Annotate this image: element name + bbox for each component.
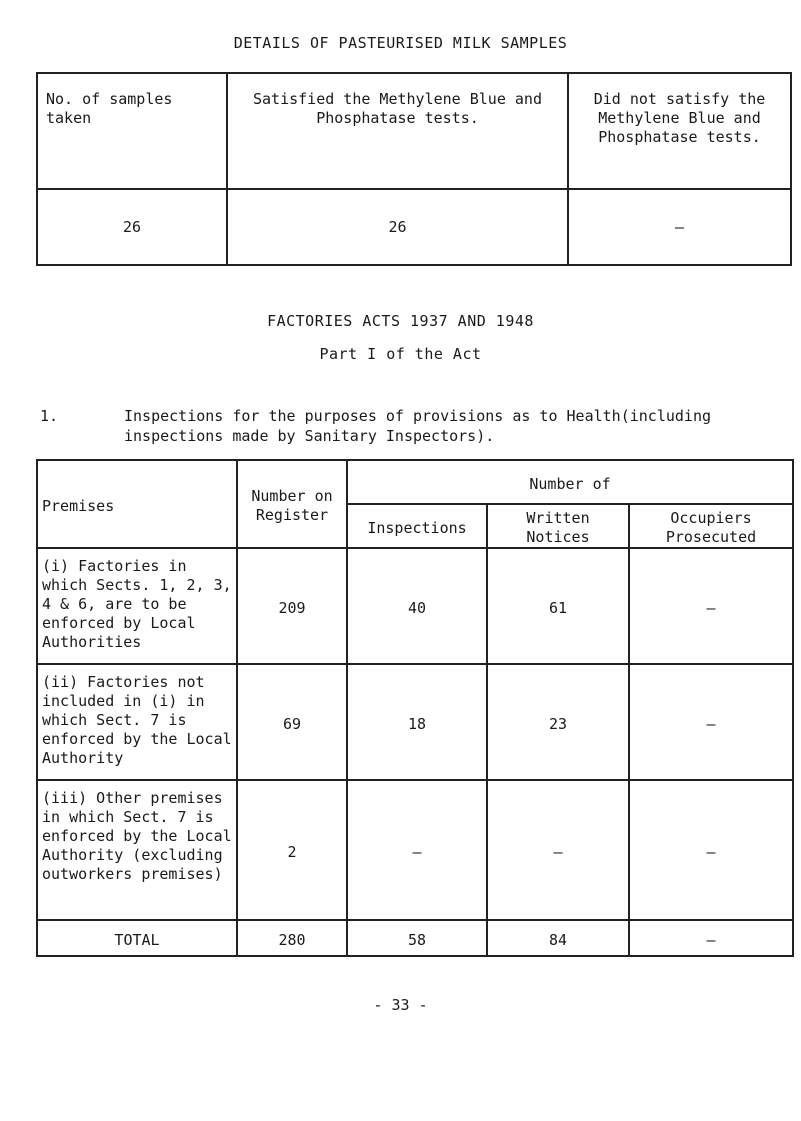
header-number-of: Number of [347,460,793,504]
cell-satisfied: 26 [227,189,568,265]
page-number: - 33 - [373,996,428,1014]
notices-cell: 61 [487,548,629,664]
total-notices: 84 [487,920,629,956]
notices-cell: — [487,780,629,920]
prosecuted-cell: — [629,780,793,920]
header-occupiers-prosecuted: Occupiers Prosecuted [629,504,793,548]
part-title: Part I of the Act [319,345,482,363]
total-prosecuted: — [629,920,793,956]
header-register: Number on Register [237,460,347,548]
factories-inspections-table [36,459,794,957]
table-row [37,664,793,780]
header-satisfied: Satisfied the Methylene Blue and Phosphatase tests. [227,73,568,189]
section-title: FACTORIES ACTS 1937 AND 1948 [267,312,534,330]
cell-samples-taken: 26 [37,189,227,265]
milk-samples-table [36,72,792,266]
table-total-row [37,920,793,956]
header-not-satisfied: Did not satisfy the Methylene Blue and Phosphatase tests. [568,73,791,189]
table-row [37,780,793,920]
header-samples-taken: No. of samples taken [37,73,227,189]
register-cell: 69 [237,664,347,780]
total-inspections: 58 [347,920,487,956]
inspections-cell: 40 [347,548,487,664]
prosecuted-cell: — [629,548,793,664]
header-written-notices: Written Notices [487,504,629,548]
paragraph-text: Inspections for the purposes of provisions as to Health(including inspections made by Sanitary Inspectors). [124,407,711,445]
inspections-cell: 18 [347,664,487,780]
table-header-row [37,460,793,504]
header-inspections: Inspections [347,504,487,548]
prosecuted-cell: — [629,664,793,780]
premises-cell: (iii) Other premises in which Sect. 7 is enforced by the Local Authority (excluding outworkers premises) [37,780,237,920]
inspections-cell: — [347,780,487,920]
register-cell: 2 [237,780,347,920]
notices-cell: 23 [487,664,629,780]
premises-cell: (ii) Factories not included in (i) in which Sect. 7 is enforced by the Local Authority [37,664,237,780]
premises-cell: (i) Factories in which Sects. 1, 2, 3, 4 & 6, are to be enforced by Local Authorities [37,548,237,664]
document-title: DETAILS OF PASTEURISED MILK SAMPLES [233,34,568,52]
paragraph-number: 1. [40,407,59,425]
header-premises: Premises [37,460,237,548]
cell-not-satisfied: — [568,189,791,265]
table-header-row [37,73,791,189]
total-register: 280 [237,920,347,956]
table-row [37,189,791,265]
total-label: TOTAL [37,920,237,956]
register-cell: 209 [237,548,347,664]
table-row [37,548,793,664]
